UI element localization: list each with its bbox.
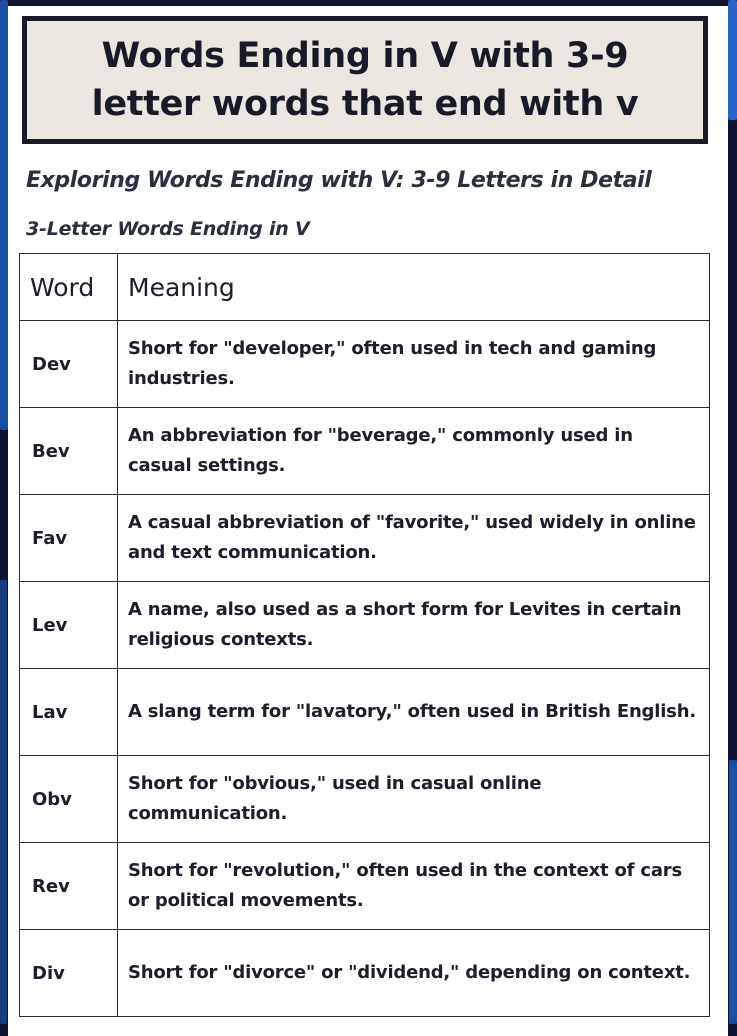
table-row: [20, 582, 710, 669]
word-cell: Rev: [20, 843, 118, 930]
table-row: [20, 321, 710, 408]
page-title: [92, 32, 639, 128]
background-accent: [729, 760, 737, 1024]
word-cell: Fav: [20, 495, 118, 582]
word-cell: Dev: [20, 321, 118, 408]
title-banner: [22, 16, 708, 144]
word-cell: Lav: [20, 669, 118, 756]
content-card: [8, 6, 728, 1036]
column-header-meaning: Meaning: [118, 254, 710, 321]
table-row: [20, 669, 710, 756]
word-cell: Div: [20, 930, 118, 1017]
meaning-cell: Short for "revolution," often used in the context of cars or political movements.: [118, 843, 710, 930]
words-table: [19, 253, 710, 1017]
table-row: [20, 408, 710, 495]
title-line-1: Words Ending in V with 3-9: [101, 36, 629, 76]
meaning-cell: A casual abbreviation of "favorite," used widely in online and text communication.: [118, 495, 710, 582]
table-row: [20, 756, 710, 843]
section-heading: 3-Letter Words Ending in V: [26, 218, 310, 240]
word-cell: Obv: [20, 756, 118, 843]
table-row: [20, 495, 710, 582]
background-accent: [0, 580, 7, 1024]
table-row: [20, 930, 710, 1017]
meaning-cell: Short for "obvious," used in casual online communication.: [118, 756, 710, 843]
column-header-word: Word: [20, 254, 118, 321]
title-line-2: letter words that end with v: [91, 84, 639, 124]
meaning-cell: Short for "divorce" or "dividend," depending on context.: [118, 930, 710, 1017]
table-header-row: [20, 254, 710, 321]
subtitle: Exploring Words Ending with V: 3-9 Letters in Detail: [26, 168, 652, 193]
background-accent: [0, 0, 8, 430]
table-row: [20, 843, 710, 930]
word-cell: Bev: [20, 408, 118, 495]
word-cell: Lev: [20, 582, 118, 669]
meaning-cell: An abbreviation for "beverage," commonly used in casual settings.: [118, 408, 710, 495]
meaning-cell: A name, also used as a short form for Levites in certain religious contexts.: [118, 582, 710, 669]
meaning-cell: A slang term for "lavatory," often used in British English.: [118, 669, 710, 756]
meaning-cell: Short for "developer," often used in tech and gaming industries.: [118, 321, 710, 408]
background-accent: [728, 0, 737, 120]
